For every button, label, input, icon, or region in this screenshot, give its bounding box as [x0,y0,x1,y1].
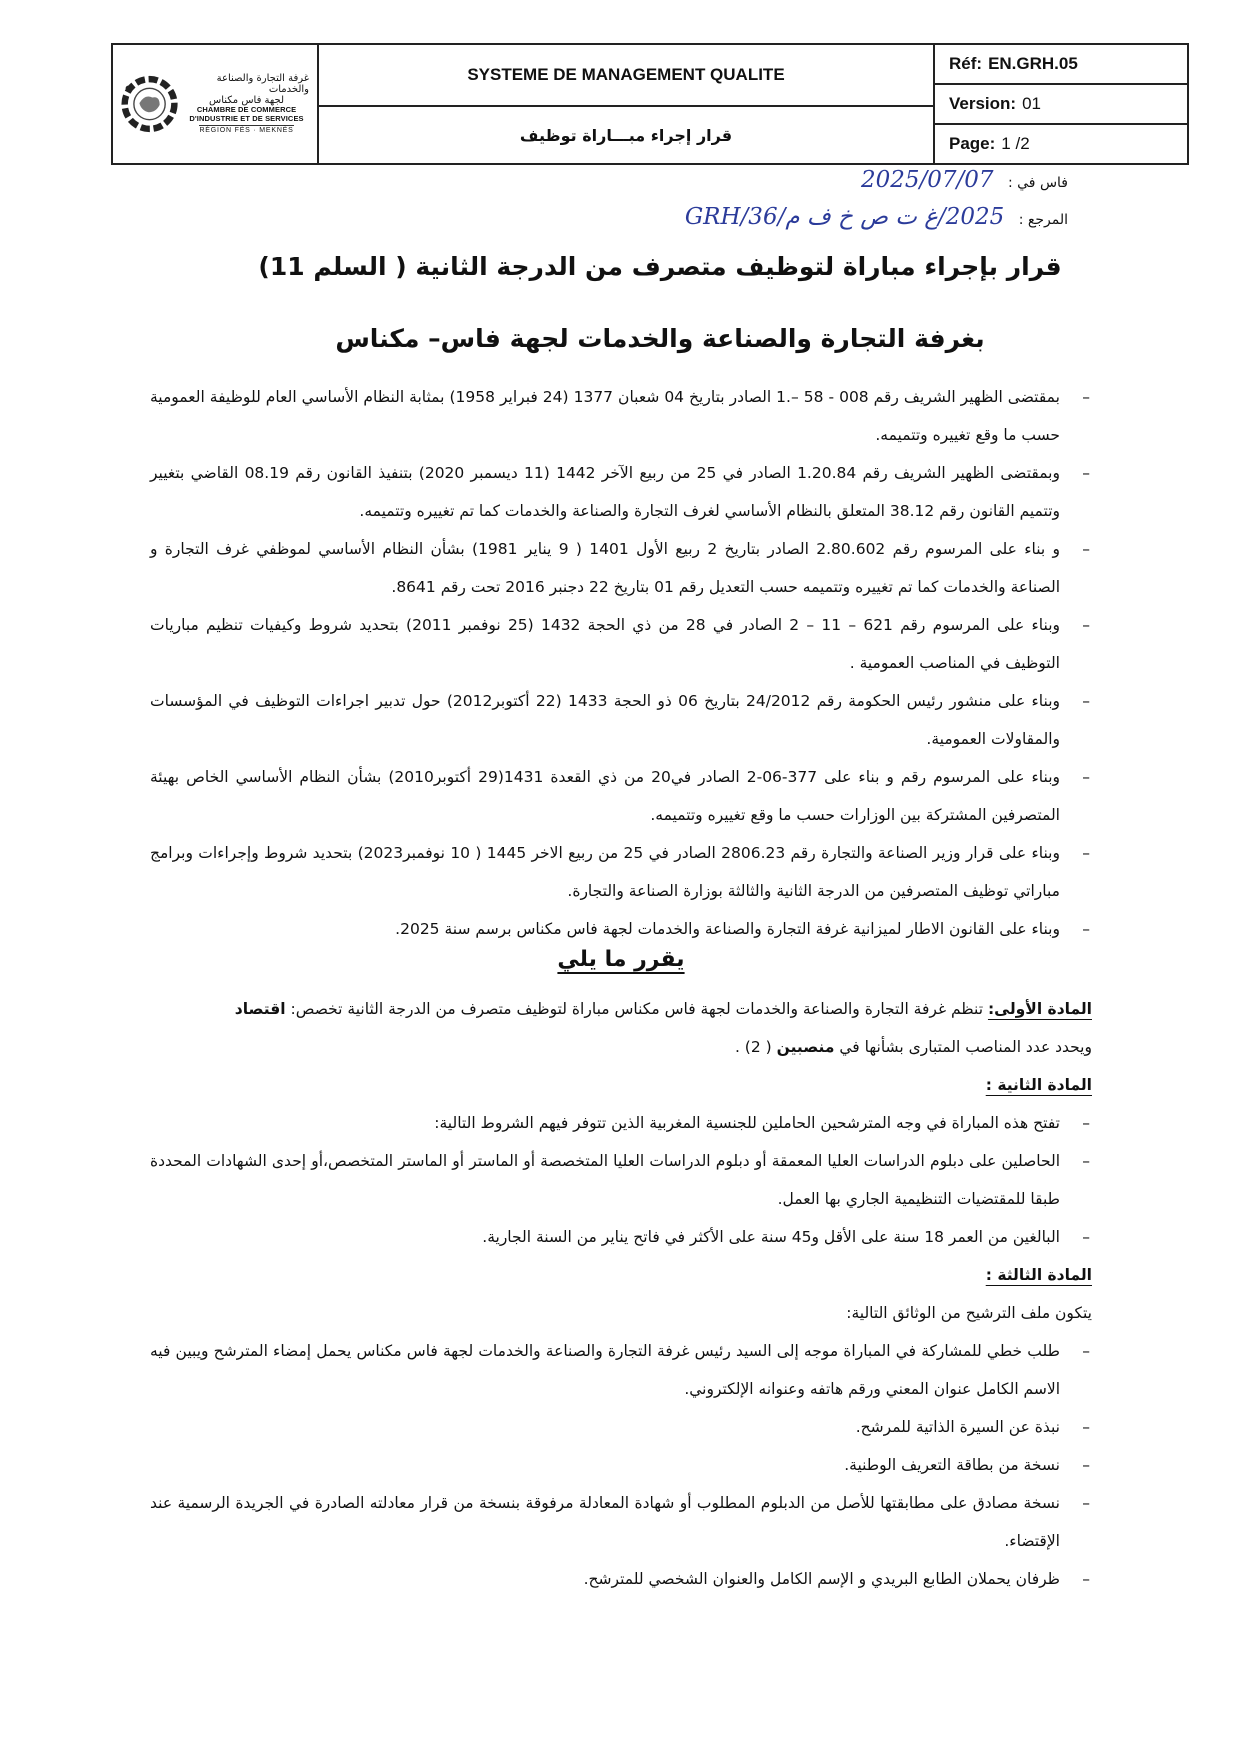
decides-heading [0,947,1242,972]
preamble-item: – وبناء على المرسوم رقم و بناء على 377-06-2 الصادر في20 من ذي القعدة 1431(29 أكتوبر2010) بشأن النظام الأساسي الخاص بهيئة المتصرفين المشتركة بين الوزارات حسب ما وقع تغييره وتتميمه. [150,758,1092,834]
logo-text [184,73,309,134]
page-value: 1 /2 [1001,134,1030,153]
logo-arabic-line2: لجهة فاس مكناس [209,95,285,107]
preamble-item: – وبناء على القانون الاطار لميزانية غرفة التجارة والصناعة والخدمات لجهة فاس مكناس برسم سنة 2025. [150,910,1092,948]
article-2-heading: المادة الثانية : [985,1076,1092,1094]
logo-french-line1: CHAMBRE DE COMMERCE [196,105,297,115]
article-2-item: – الحاصلين على دبلوم الدراسات العليا المعمقة أو دبلوم الدراسات العليا المتخصصة أو الماستر أو الماستر المتخصص،أو إحدى الشهادات المحددة طبقا للمقتضيات التنظيمية الجاري بها العمل. [150,1142,1092,1218]
article-3 [150,1256,1092,1598]
version-value: 01 [1022,94,1042,113]
article-3-intro: يتكون ملف الترشيح من الوثائق التالية: [846,1304,1092,1322]
article-3-heading: المادة الثالثة : [985,1266,1092,1284]
ref-label: Réf: [949,54,983,73]
article-3-item: – نسخة مصادق على مطابقتها للأصل من الدبلوم المطلوب أو شهادة المعادلة مرفوقة بنسخة من قرار معادلته الصادرة في الجريدة الرسمية عند الإقتضاء. [150,1484,1092,1560]
ref-value: EN.GRH.05 [988,54,1078,73]
article-1-text-c: ( 2) . [734,1038,772,1056]
chamber-logo-cell [113,45,319,163]
preamble-list [150,378,1092,948]
article-3-item: – ظرفان يحملان الطابع البريدي و الإسم الكامل والعنوان الشخصي للمترشح. [150,1560,1092,1598]
preamble-item: – و بناء على المرسوم رقم 2.80.602 الصادر بتاريخ 2 ربيع الأول 1401 ( 9 يناير 1981) بشأن النظام الأساسي لموظفي غرف التجارة و الصناعة والخدمات كما تم تغييره وتتميمه حسب التعديل رقم 01 بتاريخ 22 دجنبر 2016 تحت رقم 8641. [150,530,1092,606]
document-title-ar: قرار إجراء مبـــاراة توظيف [519,125,733,145]
preamble-item: – وبناء على قرار وزير الصناعة والتجارة رقم 2806.23 الصادر في 25 من ربيع الاخر 1445 ( 10 نوفمبر2023) بتحديد شروط وإجراءات وبرامج مباراتي توظيف المتصرفين من الدرجة الثانية والثالثة بوزارة الصناعة والتجارة. [150,834,1092,910]
decision-title-line1: قرار بإجراء مباراة لتوظيف متصرف من الدرجة الثانية ( السلم 11) [258,252,1062,281]
article-3-item: – نبذة عن السيرة الذاتية للمرشح. [150,1408,1092,1446]
reference-value: 2025/غ ت ص خ ف م/GRH/36 [684,204,1005,230]
article-1 [150,990,1092,1066]
preamble-item: – وبمقتضى الظهير الشريف رقم 1.20.84 الصادر في 25 من ربيع الآخر 1442 (11 ديسمبر 2020) بتنفيذ القانون رقم 08.19 القاضي بتغيير وتتميم القانون رقم 38.12 المتعلق بالنظام الأساسي لغرف التجارة والصناعة والخدمات كما تم تغييره وتتميمه. [150,454,1092,530]
reference-line [685,204,1068,230]
preamble-item: – وبناء على منشور رئيس الحكومة رقم 24/2012 بتاريخ 06 ذو الحجة 1433 (22 أكتوبر2012) حول تدبير اجراءات التوظيف في المؤسسات والمقاولات العمومية. [150,682,1092,758]
chamber-logo [121,73,309,135]
header-title-cell [319,45,935,163]
article-1-posts: منصبين [776,1038,835,1056]
document-header [111,43,1189,165]
version-label: Version: [949,94,1017,113]
logo-french-line2: D'INDUSTRIE ET DE SERVICES [189,113,304,123]
article-1-heading: المادة الأولى: [987,1000,1092,1018]
articles [150,990,1092,1598]
logo-region: RÉGION FÈS · MEKNÈS [199,126,294,134]
article-2-item: – البالغين من العمر 18 سنة على الأقل و45 سنة على الأكثر في فاتح يناير من السنة الجارية. [150,1218,1092,1256]
system-title: SYSTEME DE MANAGEMENT QUALITE [319,45,933,107]
article-3-item: – طلب خطي للمشاركة في المباراة موجه إلى السيد رئيس غرفة التجارة والصناعة والخدمات لجهة فاس مكناس يحمل إمضاء المترشح ويبين فيه الاسم الكامل عنوان المعني ورقم هاتفه وعنوانه الإلكتروني. [150,1332,1092,1408]
chamber-emblem-icon [121,73,178,135]
reference-label: المرجع : [1018,212,1068,228]
page-row [935,123,1187,163]
version-row [935,83,1187,123]
logo-arabic-line1: غرفة التجارة والصناعة والخدمات [216,73,309,96]
date-value: 2025/07/07 [860,167,994,193]
article-3-item: – نسخة من بطاقة التعريف الوطنية. [150,1446,1092,1484]
article-1-text-b: ويحدد عدد المناصب المتبارى بشأنها في [839,1038,1092,1056]
ref-row [935,45,1187,83]
article-1-text-a: تنظم غرفة التجارة والصناعة والخدمات لجهة فاس مكناس مباراة لتوظيف متصرف من الدرجة الثانية تخصص: [290,1000,984,1018]
page-label: Page: [949,134,996,153]
preamble-item: – بمقتضى الظهير الشريف رقم 008 - 58 –.1 الصادر بتاريخ 04 شعبان 1377 (24 فبراير 1958) بمثابة النظام الأساسي العام للوظيفة العمومية حسب ما وقع تغييره وتتميمه. [150,378,1092,454]
decides-text: يقرر ما يلي [557,947,685,972]
article-2 [150,1066,1092,1256]
preamble-item: – وبناء على المرسوم رقم 621 – 11 – 2 الصادر في 28 من ذي الحجة 1432 (25 نوفمبر 2011) بتحديد شروط وكيفيات تنظيم مباريات التوظيف في المناصب العمومية . [150,606,1092,682]
date-line [861,167,1068,193]
article-1-specialty: اقتصاد [234,1000,286,1018]
date-label: فاس في : [1007,175,1068,191]
header-info-cell [935,45,1187,163]
article-2-item: – تفتح هذه المباراة في وجه المترشحين الحاملين للجنسية المغربية الذين تتوفر فيهم الشروط التالية: [150,1104,1092,1142]
decision-title-line2: بغرفة التجارة والصناعة والخدمات لجهة فاس– مكناس [335,324,985,353]
